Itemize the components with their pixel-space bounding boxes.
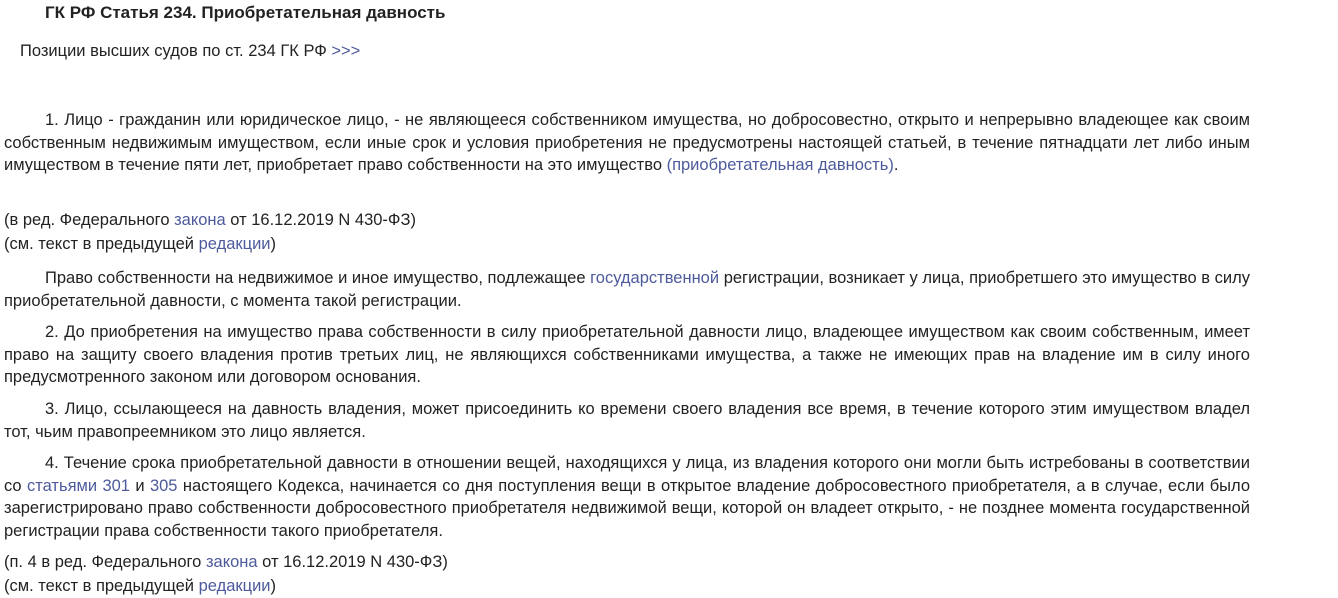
previous-text-suffix-1: )	[270, 235, 277, 253]
court-positions-link[interactable]: >>>	[331, 42, 361, 60]
paragraph-registration-post: регистрации, возникает у лица, приобретшего это имущество в силу приобретательной давности, с момента такой регистрации.	[4, 269, 1250, 310]
state-registration-link[interactable]: государственной	[590, 269, 720, 287]
previous-text-prefix-2: (см. текст в предыдущей	[4, 577, 199, 595]
federal-law-link-2[interactable]: закона	[205, 553, 258, 571]
paragraph-registration	[4, 267, 1250, 312]
edition-note-1-suffix: от 16.12.2019 N 430-ФЗ)	[225, 211, 416, 229]
edition-note-2	[4, 550, 448, 598]
edition-note-2-line-1	[4, 550, 448, 574]
federal-law-link-1[interactable]: закона	[174, 211, 226, 229]
edition-note-1-line-1	[4, 208, 416, 232]
previous-text-prefix-1: (см. текст в предыдущей	[4, 235, 199, 253]
court-positions-text: Позиции высших судов по ст. 234 ГК РФ	[20, 42, 332, 60]
paragraph-registration-pre: Право собственности на недвижимое и иное имущество, подлежащее	[45, 269, 591, 287]
paragraph-1	[4, 109, 1250, 177]
edition-note-1	[4, 208, 416, 256]
paragraph-4-mid: и	[129, 476, 150, 495]
paragraph-4	[4, 452, 1250, 542]
paragraph-4-pre: 4. Течение срока приобретательной давности в отношении вещей, находящихся у лица, из владения которого они могли быть истребованы в соответствии со	[4, 454, 1250, 495]
previous-text-suffix-2: )	[270, 577, 277, 595]
paragraph-1-end: .	[893, 156, 899, 174]
previous-edition-link-1[interactable]: редакции	[198, 235, 271, 253]
edition-note-2-prefix: (п. 4 в ред. Федерального	[4, 553, 206, 571]
court-positions-line	[20, 40, 360, 62]
paragraph-2: 2. До приобретения на имущество права собственности в силу приобретательной давности лицо, владеющее имуществом как своим собственным, имеет право на защиту своего владения против третьих лиц, не являющихся собственниками имущества, а также не имеющих прав на владение им в силу иного предусмотренного законом или договором основания.	[4, 323, 1250, 386]
paragraph-1-text: 1. Лицо - гражданин или юридическое лицо, - не являющееся собственником имущества, но добросовестно, открыто и непрерывно владеющее как своим собственным недвижимым имуществом, если иные срок и условия приобретения не предусмотрены настоящей статьей, в течение пятнадцати лет либо иным имуществом в течение пяти лет, приобретает право собственности на это имущество	[4, 111, 1250, 174]
article-305-link[interactable]: 305	[149, 476, 178, 495]
article-title: ГК РФ Статья 234. Приобретательная давность	[45, 3, 446, 22]
edition-note-2-line-2	[4, 574, 448, 598]
articles-301-link[interactable]: статьями 301	[26, 476, 130, 495]
edition-note-1-prefix: (в ред. Федерального	[4, 211, 175, 229]
paragraph-3: 3. Лицо, ссылающееся на давность владения, может присоединить ко времени своего владения все время, в течение которого этим имуществом владел тот, чьим правопреемником это лицо является.	[4, 400, 1250, 441]
paragraph-4-post: настоящего Кодекса, начинается со дня поступления вещи в открытое владение добросовестного приобретателя, а в случае, если было зарегистрировано право собственности добросовестного приобретателя недвижимой вещи, которой он владеет открыто, - не позднее момента государственной регистрации права собственности такого приобретателя.	[4, 476, 1250, 540]
edition-note-1-line-2	[4, 232, 416, 256]
acquisitive-prescription-link[interactable]: (приобретательная давность)	[666, 156, 894, 174]
previous-edition-link-2[interactable]: редакции	[198, 577, 271, 595]
edition-note-2-suffix: от 16.12.2019 N 430-ФЗ)	[257, 553, 448, 571]
